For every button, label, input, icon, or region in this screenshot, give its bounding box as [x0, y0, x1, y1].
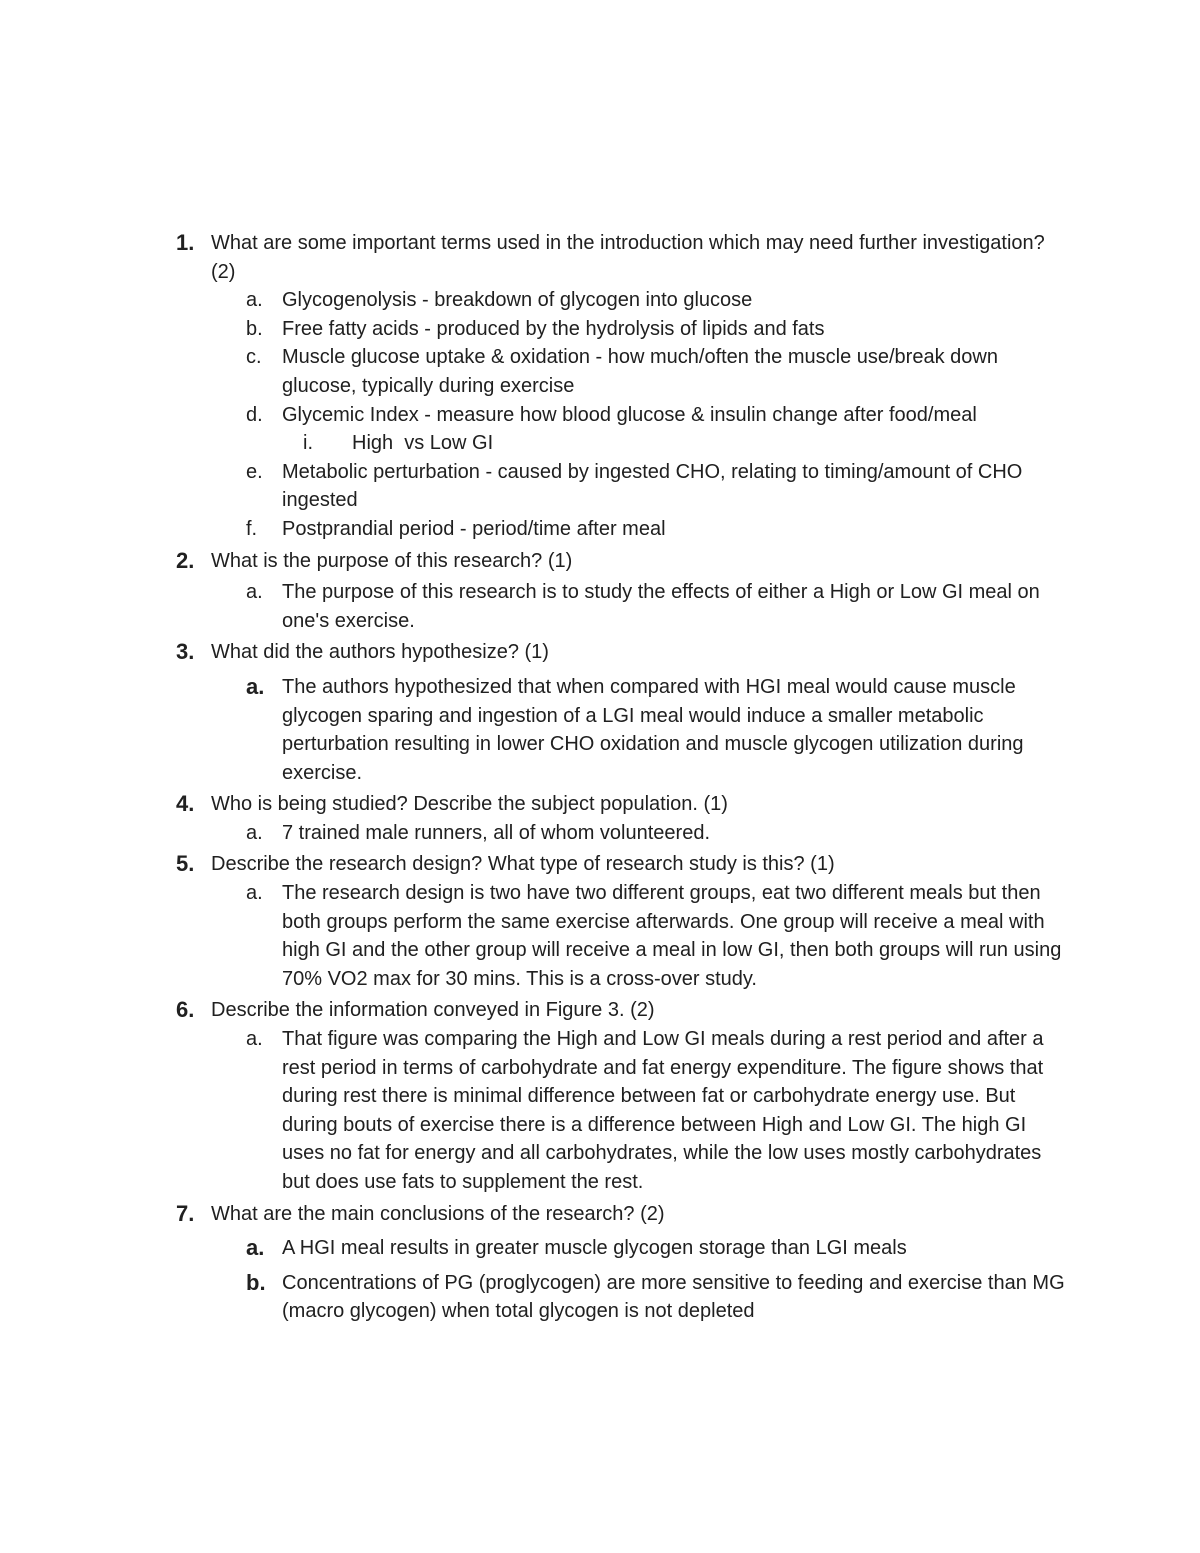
answer-marker: a.	[246, 673, 265, 699]
answer-marker: a.	[246, 581, 263, 604]
document-body	[0, 229, 1200, 1326]
answer-subitem-marker: i.	[303, 432, 313, 455]
answer-marker: b.	[246, 317, 263, 340]
question-number: 1.	[176, 230, 195, 255]
answer-item	[0, 1025, 1072, 1197]
answer-item	[0, 578, 1072, 635]
answer-item	[0, 458, 1072, 515]
answer-text: A HGI meal results in greater muscle glycogen storage than LGI meals	[282, 1237, 907, 1260]
question-number: 2.	[176, 547, 195, 573]
answer-marker: a.	[246, 882, 263, 905]
question-text: Describe the information conveyed in Figure 3. (2)	[211, 999, 655, 1022]
question-text: Describe the research design? What type of research study is this? (1)	[211, 853, 835, 876]
question-4	[0, 790, 1071, 819]
question-number: 4.	[176, 791, 195, 817]
answer-item	[0, 286, 1072, 315]
answer-marker: b.	[246, 1269, 266, 1295]
question-7	[0, 1200, 1071, 1229]
question-3	[0, 638, 1071, 667]
question-text: What are the main conclusions of the research? (2)	[211, 1202, 665, 1225]
question-number: 5.	[176, 851, 195, 877]
question-text: What is the purpose of this research? (1)	[211, 549, 573, 572]
answer-item	[0, 819, 1072, 848]
question-text: What are some important terms used in the introduction which may need further investigation? (2)	[211, 232, 1045, 283]
question-number: 3.	[176, 639, 195, 665]
answer-item	[0, 1269, 1072, 1326]
answer-text: The authors hypothesized that when compared with HGI meal would cause muscle glycogen sparing and ingestion of a LGI meal would induce a smaller metabolic perturbation resulting in lower CHO oxidation and muscle glycogen utilization during exercise.	[282, 675, 1024, 784]
question-text: What did the authors hypothesize? (1)	[211, 641, 549, 664]
answer-marker: a.	[246, 289, 263, 312]
answer-text: Free fatty acids - produced by the hydrolysis of lipids and fats	[282, 317, 825, 340]
answer-item	[0, 401, 1072, 430]
question-2	[0, 547, 1071, 576]
answer-item	[0, 515, 1072, 544]
answer-text: That figure was comparing the High and Low GI meals during a rest period and after a rest period in terms of carbohydrate and fat energy expenditure. The figure shows that during rest there is minimal difference between fat or carbohydrate energy use. But during bouts of exercise there is a difference between High and Low GI. The high GI uses no fat for energy and all carbohydrates, while the low uses mostly carbohydrates but does use fats to supplement the rest.	[282, 1028, 1044, 1193]
answer-text: Postprandial period - period/time after meal	[282, 517, 666, 540]
question-6	[0, 996, 1071, 1025]
answer-marker: a.	[246, 821, 263, 844]
answer-text: Glycogenolysis - breakdown of glycogen into glucose	[282, 289, 753, 312]
answer-item	[0, 315, 1072, 344]
answer-marker: f.	[246, 517, 258, 540]
answer-item	[0, 343, 1072, 400]
answer-text: Glycemic Index - measure how blood glucose & insulin change after food/meal	[282, 403, 977, 426]
answer-text: Metabolic perturbation - caused by ingested CHO, relating to timing/amount of CHO ingested	[282, 460, 1023, 512]
answer-subitem-text: High vs Low GI	[352, 432, 494, 455]
question-1	[0, 229, 1071, 286]
question-number: 7.	[176, 1200, 195, 1226]
answer-subitem	[0, 429, 1052, 458]
answer-text: The research design is two have two different groups, eat two different meals but then both groups perform the same exercise afterwards. One group will receive a meal with high GI and the other group will receive a meal in low GI, then both groups will run using 70% VO2 max for 30 mins. This is a cross-over study.	[282, 882, 1062, 990]
answer-text: 7 trained male runners, all of whom volunteered.	[282, 821, 711, 844]
answer-marker: e.	[246, 460, 263, 483]
answer-item	[0, 1234, 1072, 1263]
answer-marker: c.	[246, 346, 262, 369]
question-5	[0, 850, 1071, 879]
answer-item	[0, 879, 1072, 993]
answer-text: Concentrations of PG (proglycogen) are more sensitive to feeding and exercise than MG (macro glycogen) when total glycogen is not depleted	[282, 1271, 1065, 1323]
answer-marker: a.	[246, 1028, 263, 1051]
answer-marker: d.	[246, 403, 263, 426]
answer-text: The purpose of this research is to study the effects of either a High or Low GI meal on one's exercise.	[282, 581, 1040, 632]
question-text: Who is being studied? Describe the subject population. (1)	[211, 793, 728, 816]
answer-item	[0, 673, 1072, 787]
answer-text: Muscle glucose uptake & oxidation - how much/often the muscle use/break down glucose, typically during exercise	[282, 346, 998, 397]
answer-marker: a.	[246, 1235, 265, 1261]
question-number: 6.	[176, 997, 195, 1023]
